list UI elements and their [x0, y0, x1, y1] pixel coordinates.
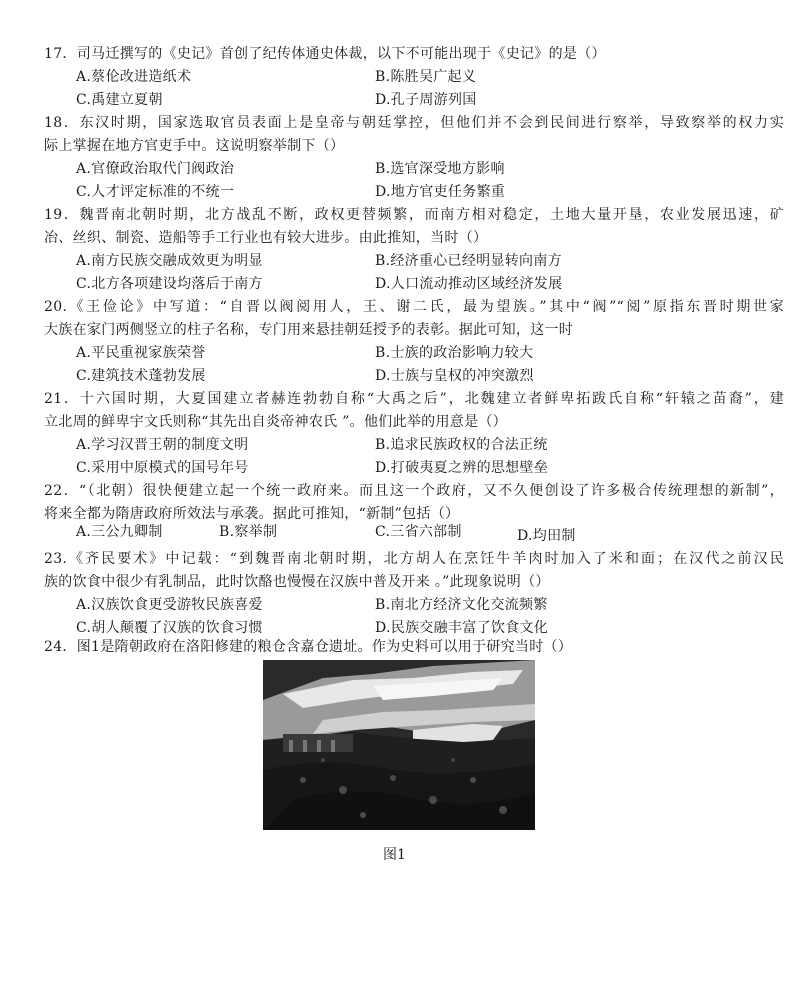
question-21-option-d: D.打破夷夏之辨的思想壁垒 [375, 460, 549, 476]
question-22-option-b: B.察举制 [219, 524, 278, 540]
question-23-stem: 23.《齐民要术》中记载：“到魏晋南北朝时期，北方胡人在烹饪牛羊肉时加入了米和面；在汉代之前汉民 [44, 551, 784, 567]
question-18-stem: 18．东汉时期，国家选取官员表面上是皇帝与朝廷掌控，但他们并不会到民间进行察举，导致察举的权力实 [44, 115, 784, 131]
question-20-option-b: B.士族的政治影响力较大 [375, 345, 534, 361]
question-18-option-d: D.地方官吏任务繁重 [375, 184, 506, 200]
question-21-stem-continued: 立北周的鲜卑宇文氏则称“其先出自炎帝神农氏 ”。他们此举的用意是（） [44, 414, 507, 430]
question-19-option-b: B.经济重心已经明显转向南方 [375, 253, 562, 269]
question-21-stem: 21．十六国时期，大夏国建立者赫连勃勃自称“大禹之后”，北魏建立者鲜卑拓跋氏自称“轩辕之苗裔”，建 [44, 391, 784, 407]
question-20-stem: 20.《王俭论》中写道：“自晋以阀阅用人，王、谢二氏，最为望族。”其中“阀”“阅”原指东晋时期世家 [44, 299, 784, 315]
figure-caption: 图1 [383, 847, 406, 863]
question-20-option-c: C.建筑技术蓬勃发展 [76, 368, 206, 384]
question-21-option-a: A.学习汉晋王朝的制度文明 [76, 437, 249, 453]
question-18-option-c: C.人才评定标准的不统一 [76, 184, 235, 200]
question-23-option-a: A.汉族饮食更受游牧民族喜爱 [76, 597, 263, 613]
question-19-stem: 19．魏晋南北朝时期，北方战乱不断，政权更替频繁，而南方相对稳定，土地大量开垦，农业发展迅速，矿 [44, 207, 784, 223]
question-23-option-d: D.民族交融丰富了饮食文化 [375, 620, 549, 636]
question-17-option-b: B.陈胜吴广起义 [375, 69, 477, 85]
question-19-option-d: D.人口流动推动区域经济发展 [375, 276, 563, 292]
question-17-option-d: D.孔子周游列国 [375, 92, 477, 108]
question-18-option-a: A.官僚政治取代门阀政治 [76, 161, 235, 177]
granary-ruins-photo [263, 660, 535, 830]
question-19-option-a: A.南方民族交融成效更为明显 [76, 253, 263, 269]
question-22-option-d: D.均田制 [517, 528, 576, 544]
question-19-option-c: C.北方各项建设均落后于南方 [76, 276, 263, 292]
question-22-option-c: C.三省六部制 [375, 524, 462, 540]
question-24-stem: 24．图1是隋朝政府在洛阳修建的粮仓含嘉仓遗址。作为史料可以用于研究当时（） [44, 639, 573, 655]
question-22-stem-continued: 将来全都为隋唐政府所效法与承袭。据此可推知，“新制”包括（） [44, 506, 460, 522]
question-21-option-b: B.追求民族政权的合法正统 [375, 437, 548, 453]
question-17-stem: 17．司马迁撰写的《史记》首创了纪传体通史体裁，以下不可能出现于《史记》的是（） [44, 46, 606, 62]
question-20-option-d: D.士族与皇权的冲突激烈 [375, 368, 534, 384]
question-17-option-c: C.禹建立夏朝 [76, 92, 163, 108]
question-23-option-b: B.南北方经济文化交流频繁 [375, 597, 548, 613]
question-20-option-a: A.平民重视家族荣誉 [76, 345, 206, 361]
question-22-stem: 22．“（北朝）很快便建立起一个统一政府来。而且这一个政府，又不久便创设了许多极合传统理想的新制”， [44, 483, 784, 499]
question-21-option-c: C.采用中原模式的国号年号 [76, 460, 249, 476]
question-22-option-a: A.三公九卿制 [76, 524, 163, 540]
question-17-option-a: A.蔡伦改进造纸术 [76, 69, 192, 85]
question-18-option-b: B.选官深受地方影响 [375, 161, 505, 177]
question-23-option-c: C.胡人颠覆了汉族的饮食习惯 [76, 620, 263, 636]
question-18-stem-continued: 际上掌握在地方官吏手中。这说明察举制下（） [44, 138, 345, 154]
question-23-stem-continued: 族的饮食中很少有乳制品，此时饮酪也慢慢在汉族中普及开来 。”此现象说明（） [44, 574, 550, 590]
question-19-stem-continued: 冶、丝织、制瓷、造船等手工行业也有较大进步。由此推知，当时（） [44, 230, 488, 246]
question-20-stem-continued: 大族在家门两侧竖立的柱子名称，专门用来悬挂朝廷授予的表彰。据此可知，这一时 [44, 322, 574, 338]
